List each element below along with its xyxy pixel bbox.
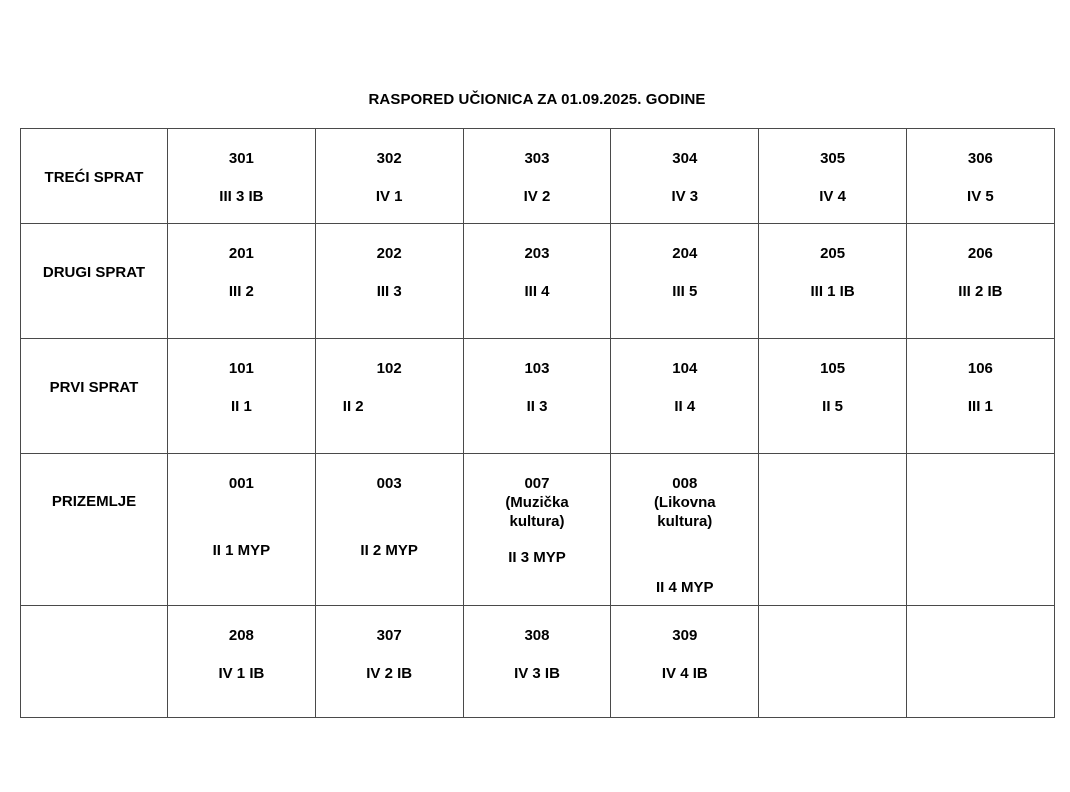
room-cell — [463, 606, 611, 718]
subject-note: kultura) — [509, 513, 565, 530]
room-number: 304 — [672, 150, 698, 167]
class-label: IV 1 IB — [218, 665, 265, 682]
class-label: II 2 MYP — [360, 542, 418, 559]
room-cell — [463, 454, 611, 606]
floor-label: DRUGI SPRAT — [42, 264, 146, 281]
class-label: III 1 — [967, 398, 993, 415]
empty-cell — [906, 454, 1054, 606]
classroom-schedule-table — [20, 128, 1055, 718]
class-label: II 3 MYP — [508, 549, 566, 566]
class-label: II 4 — [674, 398, 696, 415]
room-number: 001 — [228, 475, 254, 492]
table-row — [21, 224, 1055, 339]
room-cell — [759, 129, 907, 224]
subject-note: (Muzička — [505, 494, 569, 511]
floor-label: TREĆI SPRAT — [44, 169, 144, 186]
room-number: 303 — [524, 150, 550, 167]
document-title: RASPORED UČIONICA ZA 01.09.2025. GODINE — [368, 91, 706, 108]
class-label: IV 5 — [967, 188, 994, 205]
empty-cell — [906, 606, 1054, 718]
class-label: III 3 IB — [219, 188, 264, 205]
floor-label — [21, 606, 167, 646]
room-cell — [463, 339, 611, 454]
table-row — [21, 606, 1055, 718]
room-number: 102 — [376, 360, 402, 377]
room-cell — [315, 454, 463, 606]
room-cell — [611, 224, 759, 339]
room-cell — [315, 129, 463, 224]
class-label: IV 4 IB — [661, 665, 708, 682]
subject-note: kultura) — [657, 513, 713, 530]
class-label: IV 1 — [375, 188, 403, 205]
room-number: 306 — [967, 150, 993, 167]
table-row — [21, 129, 1055, 224]
room-number: 008 — [672, 475, 698, 492]
room-number: 204 — [672, 245, 698, 262]
room-cell — [315, 606, 463, 718]
room-number: 007 — [524, 475, 550, 492]
room-cell — [611, 129, 759, 224]
room-number: 103 — [524, 360, 550, 377]
class-label: II 2 — [342, 398, 364, 415]
room-cell — [906, 224, 1054, 339]
room-cell — [759, 339, 907, 454]
room-number: 202 — [376, 245, 402, 262]
class-label: III 4 — [524, 283, 550, 300]
subject-note: (Likovna — [653, 494, 716, 511]
floor-cell — [21, 339, 168, 454]
class-label: II 4 MYP — [656, 579, 714, 596]
room-number: 003 — [376, 475, 402, 492]
class-label: III 5 — [672, 283, 698, 300]
class-label: II 3 — [526, 398, 548, 415]
room-number: 206 — [967, 245, 993, 262]
room-cell — [611, 454, 759, 606]
room-cell — [611, 339, 759, 454]
room-number: 205 — [820, 245, 846, 262]
floor-cell — [21, 224, 168, 339]
floor-cell — [21, 454, 168, 606]
room-cell — [168, 339, 316, 454]
room-cell — [168, 129, 316, 224]
room-number: 201 — [228, 245, 254, 262]
room-number: 302 — [376, 150, 402, 167]
room-number: 308 — [524, 627, 550, 644]
class-label: IV 2 — [523, 188, 551, 205]
table-row — [21, 454, 1055, 606]
room-cell — [906, 129, 1054, 224]
room-cell — [315, 339, 463, 454]
class-label: II 1 — [230, 398, 252, 415]
class-label: IV 2 IB — [366, 665, 413, 682]
room-cell — [168, 606, 316, 718]
class-label: II 5 — [822, 398, 844, 415]
class-label: III 2 — [228, 283, 254, 300]
class-label: II 1 MYP — [212, 542, 271, 559]
room-number: 105 — [820, 360, 846, 377]
room-number: 309 — [672, 627, 698, 644]
room-cell — [611, 606, 759, 718]
room-cell — [463, 224, 611, 339]
room-number: 305 — [820, 150, 846, 167]
floor-label: PRIZEMLJE — [51, 493, 137, 510]
room-cell — [463, 129, 611, 224]
floor-label: PRVI SPRAT — [49, 379, 139, 396]
room-number: 203 — [524, 245, 550, 262]
room-cell — [168, 454, 316, 606]
empty-cell — [759, 454, 907, 606]
class-label: III 3 — [376, 283, 402, 300]
table-row — [21, 339, 1055, 454]
room-number: 208 — [228, 627, 254, 644]
class-label: IV 4 — [819, 188, 846, 205]
room-cell — [759, 224, 907, 339]
empty-cell — [759, 606, 907, 718]
room-number: 101 — [228, 360, 254, 377]
class-label: IV 3 — [671, 188, 699, 205]
room-cell — [906, 339, 1054, 454]
floor-cell — [21, 606, 168, 718]
room-cell — [168, 224, 316, 339]
class-label: III 2 IB — [958, 283, 1003, 300]
class-label: IV 3 IB — [514, 665, 560, 682]
room-cell — [315, 224, 463, 339]
room-number: 106 — [967, 360, 993, 377]
room-number: 307 — [376, 627, 402, 644]
floor-cell — [21, 129, 168, 224]
room-number: 301 — [228, 150, 254, 167]
room-number: 104 — [672, 360, 698, 377]
class-label: III 1 IB — [810, 283, 855, 300]
